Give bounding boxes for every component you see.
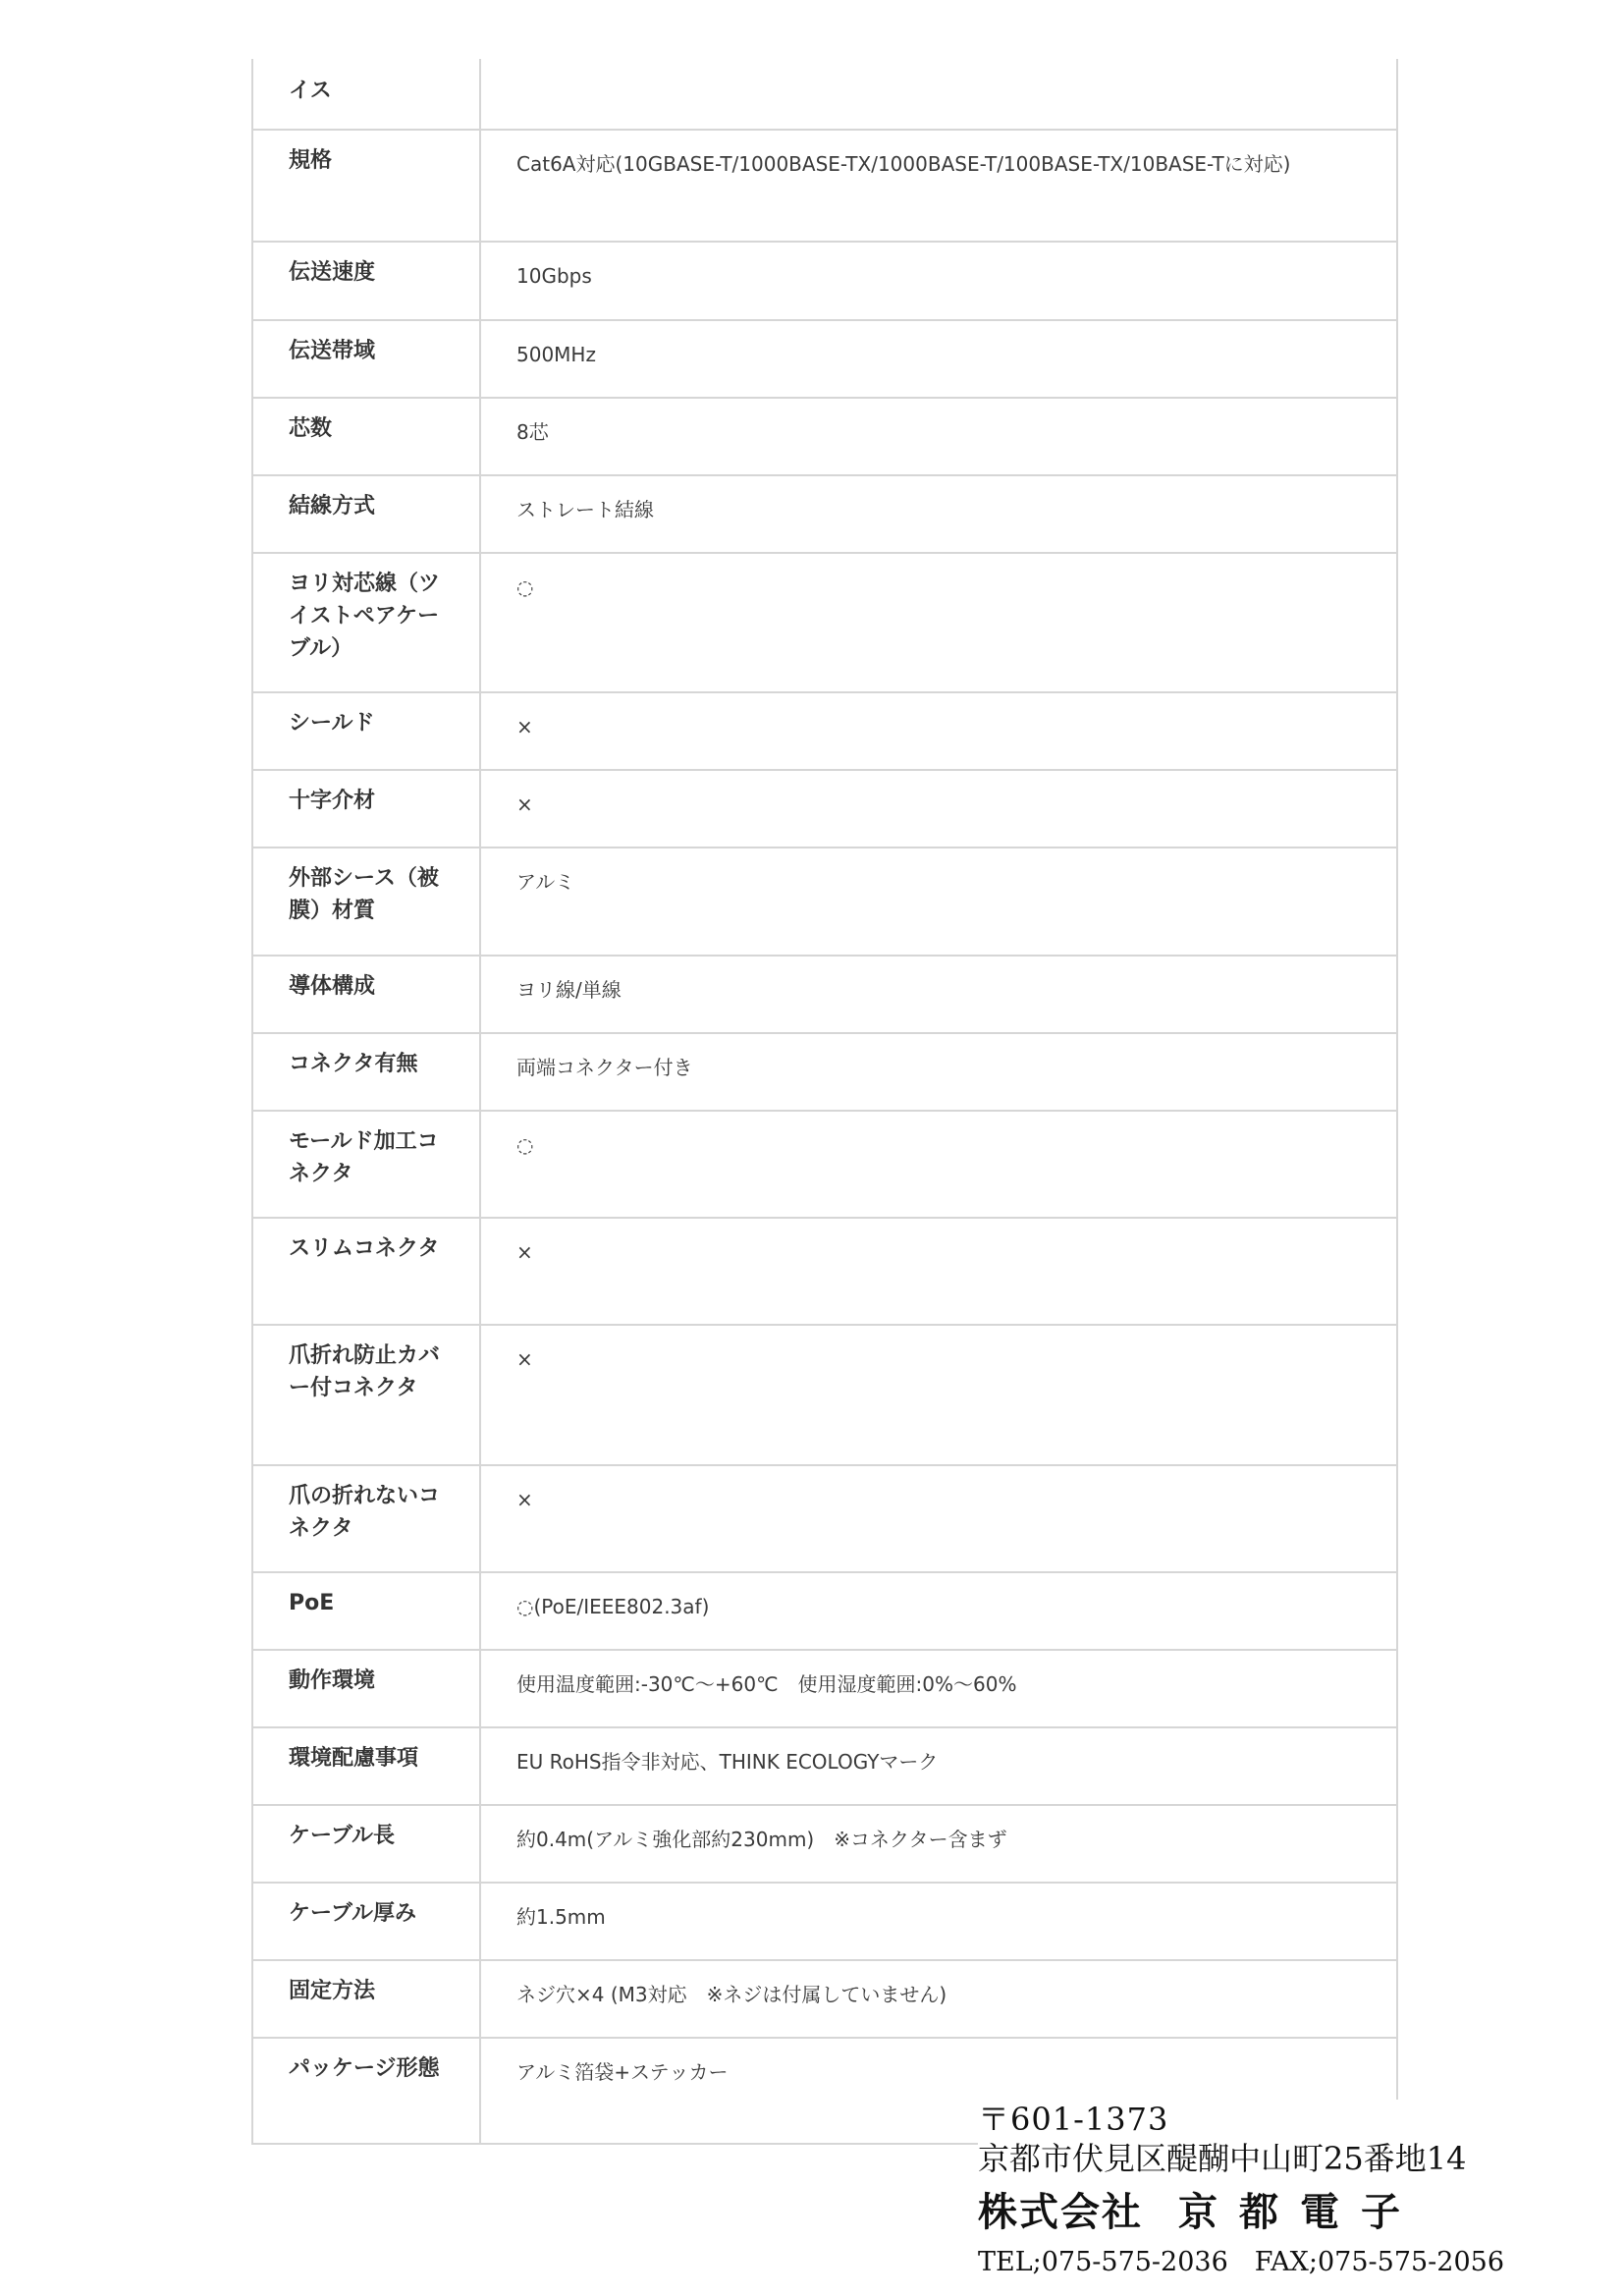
table-row — [253, 321, 1396, 399]
table-row — [253, 771, 1396, 848]
table-row — [253, 399, 1396, 476]
row-label: 伝送速度 — [253, 243, 481, 319]
table-row — [253, 1219, 1396, 1326]
row-value: ◌ — [516, 1133, 534, 1157]
row-label: コネクタ有無 — [253, 1034, 481, 1110]
company-address: 京都市伏見区醍醐中山町25番地14 — [978, 2140, 1467, 2177]
row-label: ヨリ対芯線（ツイストペアケーブル） — [253, 554, 481, 691]
table-row — [253, 1651, 1396, 1728]
row-value: ヨリ線/単線 — [516, 978, 622, 1002]
table-row — [253, 1326, 1396, 1466]
row-label: 芯数 — [253, 399, 481, 474]
row-label: 固定方法 — [253, 1961, 481, 2037]
postal-code: 〒601-1373 — [978, 2101, 1169, 2138]
table-row — [253, 693, 1396, 771]
row-value: 約0.4m(アルミ強化部約230mm) ※コネクター含まず — [516, 1828, 1007, 1851]
row-value: × — [516, 1488, 533, 1511]
row-value: 500MHz — [516, 343, 596, 366]
row-label: 伝送帯域 — [253, 321, 481, 397]
row-value: 約1.5mm — [516, 1905, 606, 1929]
company-prefix: 株式会社 — [978, 2189, 1143, 2235]
row-value: × — [516, 793, 533, 816]
row-label: 爪折れ防止カバー付コネクタ — [253, 1326, 481, 1464]
row-value: 使用温度範囲:-30℃～+60℃ 使用湿度範囲:0%～60% — [516, 1672, 1017, 1696]
row-value: × — [516, 1240, 533, 1264]
company-contact: TEL;075-575-2036 FAX;075-575-2056 — [978, 2247, 1505, 2277]
row-label: スリムコネクタ — [253, 1219, 481, 1324]
company-main-name: 京都電子 — [1178, 2189, 1422, 2235]
row-label: 動作環境 — [253, 1651, 481, 1726]
table-row — [253, 1573, 1396, 1651]
row-label: モールド加工コネクタ — [253, 1112, 481, 1217]
table-row — [253, 1961, 1396, 2039]
row-label: 爪の折れないコネクタ — [253, 1466, 481, 1571]
row-value: 8芯 — [516, 420, 549, 444]
table-row — [253, 957, 1396, 1034]
company-name — [978, 2184, 1504, 2241]
row-label: 十字介材 — [253, 771, 481, 847]
row-label: 規格 — [253, 131, 481, 241]
row-label: イス — [253, 59, 481, 129]
row-label: シールド — [253, 693, 481, 769]
table-row — [253, 1728, 1396, 1806]
table-row — [253, 554, 1396, 693]
row-label: 導体構成 — [253, 957, 481, 1032]
table-row — [253, 1884, 1396, 1961]
row-value: ネジ穴×4 (M3対応 ※ネジは付属していません) — [516, 1983, 947, 2006]
address-stamp — [978, 2100, 1504, 2282]
spec-table — [251, 59, 1398, 2145]
row-value: EU RoHS指令非対応、THINK ECOLOGYマーク — [516, 1750, 939, 1774]
table-row — [253, 848, 1396, 957]
row-label: ケーブル長 — [253, 1806, 481, 1882]
table-row — [253, 131, 1396, 243]
table-row — [253, 1034, 1396, 1112]
row-label: ケーブル厚み — [253, 1884, 481, 1959]
table-row — [253, 59, 1396, 131]
row-label: パッケージ形態 — [253, 2039, 481, 2143]
row-value: アルミ箔袋+ステッカー — [516, 2060, 729, 2084]
row-label: 環境配慮事項 — [253, 1728, 481, 1804]
row-value: × — [516, 715, 533, 738]
row-value: ◌ — [516, 575, 534, 599]
table-row — [253, 1466, 1396, 1573]
row-value: 10Gbps — [516, 264, 592, 288]
row-value — [481, 59, 1396, 129]
row-value: 両端コネクター付き — [516, 1056, 693, 1079]
table-row — [253, 1112, 1396, 1219]
table-row — [253, 243, 1396, 321]
row-value: × — [516, 1347, 533, 1371]
row-value: ストレート結線 — [516, 498, 654, 521]
table-row — [253, 476, 1396, 554]
table-row — [253, 1806, 1396, 1884]
row-label: PoE — [253, 1573, 481, 1649]
row-label: 外部シース（被膜）材質 — [253, 848, 481, 955]
row-value: アルミ — [516, 870, 575, 894]
row-label: 結線方式 — [253, 476, 481, 552]
row-value: Cat6A対応(10GBASE-T/1000BASE-TX/1000BASE-T/100BASE-TX/10BASE-Tに対応) — [516, 152, 1291, 176]
row-value: ◌(PoE/IEEE802.3af) — [516, 1595, 710, 1618]
